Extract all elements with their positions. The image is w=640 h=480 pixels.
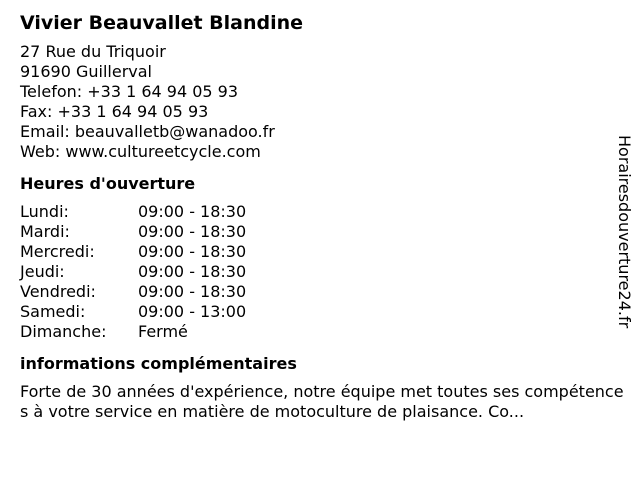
hours-row-sunday [20, 322, 610, 342]
business-card [20, 10, 624, 422]
hours-time: 09:00 - 18:30 [138, 262, 247, 281]
phone-line: Telefon: +33 1 64 94 05 93 [20, 82, 239, 101]
hours-day: Mardi: [20, 222, 70, 241]
hours-day: Mercredi: [20, 242, 95, 261]
hours-row-wednesday [20, 242, 610, 262]
business-name: Vivier Beauvallet Blandine [20, 12, 304, 34]
hours-day: Samedi: [20, 302, 86, 321]
hours-heading: Heures d'ouverture [20, 174, 196, 193]
hours-table [20, 202, 610, 342]
hours-time: Fermé [138, 322, 188, 341]
hours-time: 09:00 - 18:30 [138, 222, 247, 241]
hours-day: Jeudi: [20, 262, 65, 281]
address-line-1: 27 Rue du Triquoir [20, 42, 166, 61]
hours-row-thursday [20, 262, 610, 282]
hours-time: 09:00 - 18:30 [138, 202, 247, 221]
hours-time: 09:00 - 18:30 [138, 282, 247, 301]
address-line-2: 91690 Guillerval [20, 62, 152, 81]
fax-line: Fax: +33 1 64 94 05 93 [20, 102, 209, 121]
hours-row-monday [20, 202, 610, 222]
web-line: Web: www.cultureetcycle.com [20, 142, 261, 161]
hours-row-tuesday [20, 222, 610, 242]
hours-row-saturday [20, 302, 610, 322]
info-heading: informations complémentaires [20, 354, 297, 373]
hours-day: Vendredi: [20, 282, 96, 301]
hours-row-friday [20, 282, 610, 302]
hours-time: 09:00 - 13:00 [138, 302, 247, 321]
site-watermark: Horairesdouverture24.fr [615, 135, 634, 329]
email-line: Email: beauvalletb@wanadoo.fr [20, 122, 275, 141]
hours-time: 09:00 - 18:30 [138, 242, 247, 261]
hours-day: Lundi: [20, 202, 69, 221]
hours-day: Dimanche: [20, 322, 107, 341]
info-text: Forte de 30 années d'expérience, notre équipe met toutes ses compétences à votre service en matière de motoculture de plaisance. Co... [20, 382, 624, 421]
